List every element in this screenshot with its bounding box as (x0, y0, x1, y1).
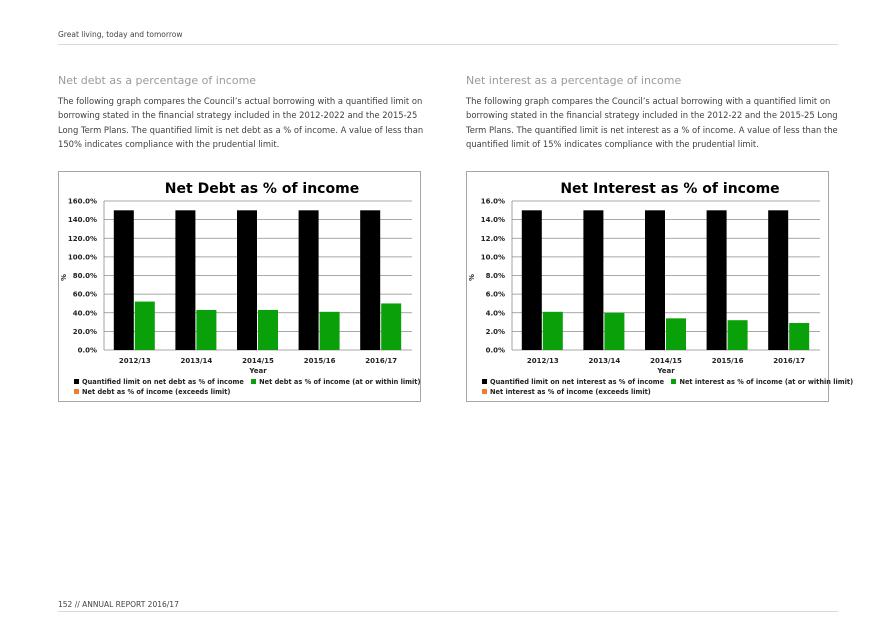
legend-item (251, 378, 420, 386)
y-tick-label: 60.0% (72, 290, 97, 299)
legend-swatch-exceeds (482, 389, 487, 394)
legend-swatch-exceeds (74, 389, 79, 394)
x-axis-label: Year (249, 367, 267, 375)
bar-limit (360, 210, 380, 350)
bar-within (666, 318, 686, 350)
legend-label: Net debt as % of income (at or within limit) (259, 378, 421, 386)
legend-item (482, 378, 664, 386)
page-footer: 152 // ANNUAL REPORT 2016/17 (58, 600, 179, 609)
x-tick-label: 2012/13 (526, 357, 559, 365)
legend-swatch-limit (482, 379, 487, 384)
legend-label: Net interest as % of income (at or within limit) (679, 378, 854, 386)
bar-within (135, 302, 155, 350)
bar-within (728, 320, 748, 350)
net-debt-heading: Net debt as a percentage of income (58, 74, 257, 87)
net-debt-legend (74, 377, 425, 397)
y-tick-label: 0.0% (485, 346, 505, 355)
y-tick-label: 140.0% (67, 216, 97, 225)
bar-limit (114, 210, 134, 350)
x-tick-label: 2013/14 (180, 357, 213, 365)
chart-title: Net Interest as % of income (560, 181, 780, 197)
bar-within (196, 310, 216, 350)
y-tick-label: 8.0% (485, 272, 505, 280)
bar-within (320, 312, 340, 350)
net-debt-chart (58, 171, 421, 402)
bar-limit (768, 210, 788, 350)
y-tick-label: 6.0% (485, 290, 505, 299)
y-tick-label: 80.0% (72, 272, 97, 280)
bar-within (604, 313, 624, 350)
y-tick-label: 120.0% (67, 234, 97, 243)
x-tick-label: 2014/15 (650, 357, 682, 365)
legend-item (482, 388, 651, 396)
legend-item (74, 378, 244, 386)
y-tick-label: 10.0% (480, 253, 505, 262)
bar-within (258, 310, 278, 350)
y-axis-label: % (60, 273, 68, 282)
y-tick-label: 0.0% (77, 346, 97, 355)
y-tick-label: 4.0% (485, 309, 505, 318)
y-tick-label: 14.0% (480, 216, 505, 225)
legend-label: Quantified limit on net debt as % of income (82, 378, 244, 386)
bar-limit (645, 210, 665, 350)
legend-label: Quantified limit on net interest as % of income (490, 378, 665, 386)
x-axis-label: Year (657, 367, 675, 375)
legend-label: Net debt as % of income (exceeds limit) (82, 388, 231, 396)
x-tick-label: 2013/14 (588, 357, 621, 365)
y-tick-label: 16.0% (480, 197, 505, 206)
net-debt-section (58, 74, 433, 152)
bar-limit (583, 210, 603, 350)
net-interest-heading: Net interest as a percentage of income (466, 74, 682, 87)
y-tick-label: 100.0% (67, 253, 97, 262)
legend-item (671, 378, 853, 386)
bar-limit (299, 210, 319, 350)
net-interest-legend (482, 377, 858, 397)
bar-within (543, 312, 563, 350)
header-divider (58, 44, 838, 45)
footer-divider (58, 611, 838, 612)
x-tick-label: 2014/15 (242, 357, 274, 365)
x-tick-label: 2016/17 (365, 357, 398, 365)
net-interest-chart (466, 171, 854, 402)
net-interest-section (466, 74, 841, 152)
page-header: Great living, today and tomorrow (58, 30, 183, 39)
x-tick-label: 2015/16 (711, 357, 744, 365)
bar-limit (237, 210, 257, 350)
legend-swatch-limit (74, 379, 79, 384)
bar-within (789, 323, 809, 350)
legend-item (74, 388, 230, 396)
x-tick-label: 2015/16 (303, 357, 336, 365)
net-interest-description: The following graph compares the Council’s actual borrowing with a quantified limit on borrowing stated in the financial strategy included in the 2012-22 and the 2015-25 Long Term Plans. The quantified limit is net interest as a % of income. A value of less than the quantified limit of 15% indicates compliance with the prudential limit. (466, 96, 838, 150)
y-tick-label: 20.0% (72, 327, 97, 336)
legend-swatch-within (251, 379, 256, 384)
bar-limit (522, 210, 542, 350)
x-tick-label: 2016/17 (773, 357, 806, 365)
bar-limit (707, 210, 727, 350)
y-axis-label: % (468, 273, 476, 282)
y-tick-label: 160.0% (67, 197, 97, 206)
chart-title: Net Debt as % of income (164, 181, 360, 197)
net-debt-chart-svg (59, 172, 420, 401)
legend-label: Net interest as % of income (exceeds limit) (490, 388, 651, 396)
net-debt-description: The following graph compares the Council’s actual borrowing with a quantified limit on borrowing stated in the financial strategy included in the 2012-2022 and the 2015-25 Long Term Plans. The quantified limit is net debt as a % of income. A value of less than 150% indicates compliance with the prudential limit. (58, 96, 424, 150)
y-tick-label: 2.0% (485, 327, 505, 336)
y-tick-label: 40.0% (72, 309, 97, 318)
y-tick-label: 12.0% (480, 234, 505, 243)
net-interest-chart-svg (467, 172, 828, 401)
legend-swatch-within (671, 379, 676, 384)
bar-limit (175, 210, 195, 350)
x-tick-label: 2012/13 (118, 357, 151, 365)
bar-within (381, 303, 401, 350)
